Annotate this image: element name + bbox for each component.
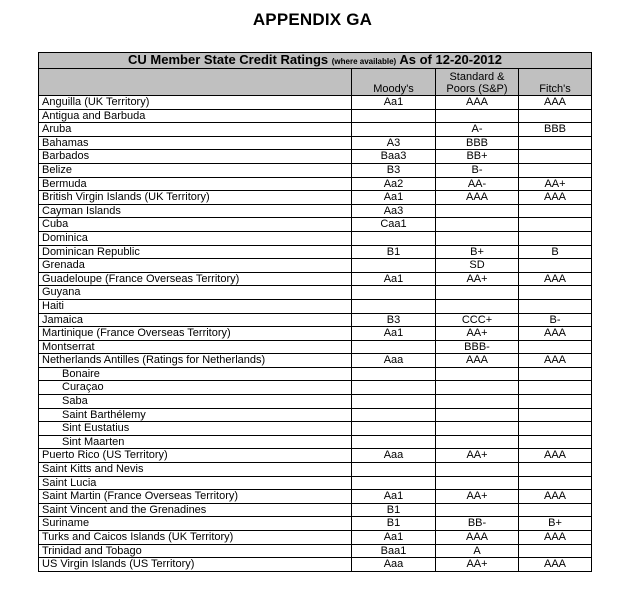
page-title: APPENDIX GA xyxy=(252,10,373,29)
table-row xyxy=(39,313,592,327)
country-cell: Cayman Islands xyxy=(39,204,352,218)
moodys-rating-cell xyxy=(352,381,436,395)
sp-rating-cell: AAA xyxy=(436,96,519,110)
table-row xyxy=(39,558,592,572)
country-cell: Saint Kitts and Nevis xyxy=(39,463,352,477)
fitch-rating-cell: AAA xyxy=(519,327,592,341)
fitch-rating-cell: AAA xyxy=(519,490,592,504)
table-row xyxy=(39,245,592,259)
moodys-rating-cell: Aaa xyxy=(352,558,436,572)
moodys-rating-cell xyxy=(352,109,436,123)
sp-rating-cell: AAA xyxy=(436,354,519,368)
fitch-rating-cell xyxy=(519,136,592,150)
fitch-rating-cell xyxy=(519,204,592,218)
fitch-rating-cell xyxy=(519,463,592,477)
country-cell: US Virgin Islands (US Territory) xyxy=(39,558,352,572)
country-cell: Saba xyxy=(39,395,352,409)
sp-rating-cell xyxy=(436,435,519,449)
table-row xyxy=(39,286,592,300)
header-moodys: Moody's xyxy=(352,69,436,96)
country-cell: Suriname xyxy=(39,517,352,531)
country-cell: Anguilla (UK Territory) xyxy=(39,96,352,110)
fitch-rating-cell xyxy=(519,408,592,422)
country-cell: Sint Maarten xyxy=(39,435,352,449)
sp-rating-cell xyxy=(436,381,519,395)
table-caption-row xyxy=(39,53,592,69)
sp-rating-cell: BB+ xyxy=(436,150,519,164)
sp-rating-cell: B+ xyxy=(436,245,519,259)
sp-rating-cell: AAA xyxy=(436,531,519,545)
table-row xyxy=(39,123,592,137)
sp-rating-cell: AA+ xyxy=(436,490,519,504)
fitch-rating-cell xyxy=(519,286,592,300)
fitch-rating-cell: B xyxy=(519,245,592,259)
fitch-rating-cell xyxy=(519,218,592,232)
table-row xyxy=(39,354,592,368)
country-cell: Curaçao xyxy=(39,381,352,395)
credit-ratings-table xyxy=(38,52,592,572)
sp-rating-cell xyxy=(436,422,519,436)
fitch-rating-cell: B+ xyxy=(519,517,592,531)
moodys-rating-cell xyxy=(352,408,436,422)
sp-rating-cell xyxy=(436,367,519,381)
table-row xyxy=(39,503,592,517)
fitch-rating-cell: B- xyxy=(519,313,592,327)
country-cell: Saint Barthélemy xyxy=(39,408,352,422)
sp-rating-cell: AA- xyxy=(436,177,519,191)
header-fitch: Fitch's xyxy=(519,69,592,96)
sp-rating-cell: AA+ xyxy=(436,449,519,463)
header-sp-line1: Standard & xyxy=(449,71,505,83)
moodys-rating-cell: A3 xyxy=(352,136,436,150)
country-cell: Guyana xyxy=(39,286,352,300)
country-cell: Bonaire xyxy=(39,367,352,381)
moodys-rating-cell xyxy=(352,299,436,313)
table-row xyxy=(39,435,592,449)
header-sp-line2: Poors (S&P) xyxy=(446,83,508,95)
country-cell: Bahamas xyxy=(39,136,352,150)
moodys-rating-cell: Aa1 xyxy=(352,531,436,545)
moodys-rating-cell: B1 xyxy=(352,245,436,259)
fitch-rating-cell xyxy=(519,299,592,313)
table-row xyxy=(39,408,592,422)
fitch-rating-cell xyxy=(519,395,592,409)
sp-rating-cell xyxy=(436,218,519,232)
moodys-rating-cell: Baa1 xyxy=(352,544,436,558)
table-row xyxy=(39,272,592,286)
sp-rating-cell: A xyxy=(436,544,519,558)
country-cell: Aruba xyxy=(39,123,352,137)
country-cell: Saint Martin (France Overseas Territory) xyxy=(39,490,352,504)
table-row xyxy=(39,449,592,463)
table-row xyxy=(39,218,592,232)
country-cell: British Virgin Islands (UK Territory) xyxy=(39,191,352,205)
fitch-rating-cell: AAA xyxy=(519,531,592,545)
sp-rating-cell: SD xyxy=(436,259,519,273)
country-cell: Dominica xyxy=(39,231,352,245)
fitch-rating-cell: AAA xyxy=(519,272,592,286)
sp-rating-cell xyxy=(436,299,519,313)
table-row xyxy=(39,163,592,177)
moodys-rating-cell: B3 xyxy=(352,163,436,177)
table-caption xyxy=(39,53,592,69)
header-sp xyxy=(436,69,519,96)
country-cell: Saint Lucia xyxy=(39,476,352,490)
header-country xyxy=(39,69,352,96)
fitch-rating-cell xyxy=(519,503,592,517)
fitch-rating-cell xyxy=(519,381,592,395)
moodys-rating-cell: B3 xyxy=(352,313,436,327)
moodys-rating-cell: Aa1 xyxy=(352,490,436,504)
country-cell: Haiti xyxy=(39,299,352,313)
moodys-rating-cell xyxy=(352,476,436,490)
table-row xyxy=(39,463,592,477)
table-row xyxy=(39,531,592,545)
sp-rating-cell xyxy=(436,286,519,300)
table-row xyxy=(39,204,592,218)
fitch-rating-cell xyxy=(519,544,592,558)
sp-rating-cell xyxy=(436,503,519,517)
moodys-rating-cell xyxy=(352,286,436,300)
sp-rating-cell xyxy=(436,408,519,422)
table-row xyxy=(39,490,592,504)
moodys-rating-cell: Aa3 xyxy=(352,204,436,218)
fitch-rating-cell: BBB xyxy=(519,123,592,137)
country-cell: Netherlands Antilles (Ratings for Netherlands) xyxy=(39,354,352,368)
sp-rating-cell: B- xyxy=(436,163,519,177)
moodys-rating-cell: Aa1 xyxy=(352,327,436,341)
table-row xyxy=(39,367,592,381)
sp-rating-cell: AA+ xyxy=(436,272,519,286)
moodys-rating-cell: Caa1 xyxy=(352,218,436,232)
country-cell: Trinidad and Tobago xyxy=(39,544,352,558)
moodys-rating-cell xyxy=(352,259,436,273)
country-cell: Barbados xyxy=(39,150,352,164)
sp-rating-cell xyxy=(436,204,519,218)
fitch-rating-cell: AAA xyxy=(519,191,592,205)
sp-rating-cell: AA+ xyxy=(436,558,519,572)
table-row xyxy=(39,231,592,245)
sp-rating-cell: BBB- xyxy=(436,340,519,354)
country-cell: Montserrat xyxy=(39,340,352,354)
moodys-rating-cell xyxy=(352,340,436,354)
sp-rating-cell xyxy=(436,231,519,245)
table-row xyxy=(39,109,592,123)
moodys-rating-cell xyxy=(352,463,436,477)
moodys-rating-cell: Aaa xyxy=(352,354,436,368)
country-cell: Belize xyxy=(39,163,352,177)
fitch-rating-cell xyxy=(519,150,592,164)
moodys-rating-cell: B1 xyxy=(352,517,436,531)
table-row xyxy=(39,422,592,436)
country-cell: Puerto Rico (US Territory) xyxy=(39,449,352,463)
fitch-rating-cell xyxy=(519,340,592,354)
moodys-rating-cell xyxy=(352,395,436,409)
table-row xyxy=(39,299,592,313)
sp-rating-cell: BB- xyxy=(436,517,519,531)
country-cell: Dominican Republic xyxy=(39,245,352,259)
fitch-rating-cell xyxy=(519,476,592,490)
table-row xyxy=(39,544,592,558)
table-row xyxy=(39,150,592,164)
table-row xyxy=(39,177,592,191)
country-cell: Grenada xyxy=(39,259,352,273)
moodys-rating-cell: Aa1 xyxy=(352,272,436,286)
country-cell: Martinique (France Overseas Territory) xyxy=(39,327,352,341)
moodys-rating-cell xyxy=(352,422,436,436)
table-row xyxy=(39,191,592,205)
table-row xyxy=(39,259,592,273)
fitch-rating-cell: AAA xyxy=(519,354,592,368)
fitch-rating-cell xyxy=(519,422,592,436)
sp-rating-cell: AA+ xyxy=(436,327,519,341)
moodys-rating-cell: Aa1 xyxy=(352,96,436,110)
table-row xyxy=(39,476,592,490)
fitch-rating-cell: AAA xyxy=(519,96,592,110)
moodys-rating-cell: Aa2 xyxy=(352,177,436,191)
caption-note: (where available) xyxy=(331,57,397,66)
country-cell: Jamaica xyxy=(39,313,352,327)
country-cell: Turks and Caicos Islands (UK Territory) xyxy=(39,531,352,545)
sp-rating-cell xyxy=(436,476,519,490)
table-row xyxy=(39,327,592,341)
fitch-rating-cell xyxy=(519,163,592,177)
sp-rating-cell xyxy=(436,463,519,477)
table-header-row xyxy=(39,69,592,96)
moodys-rating-cell: Aaa xyxy=(352,449,436,463)
moodys-rating-cell: Aa1 xyxy=(352,191,436,205)
fitch-rating-cell xyxy=(519,367,592,381)
moodys-rating-cell: B1 xyxy=(352,503,436,517)
fitch-rating-cell xyxy=(519,259,592,273)
fitch-rating-cell: AAA xyxy=(519,449,592,463)
moodys-rating-cell xyxy=(352,367,436,381)
table-row xyxy=(39,517,592,531)
sp-rating-cell: A- xyxy=(436,123,519,137)
table-row xyxy=(39,340,592,354)
fitch-rating-cell xyxy=(519,109,592,123)
sp-rating-cell: AAA xyxy=(436,191,519,205)
country-cell: Cuba xyxy=(39,218,352,232)
table-row xyxy=(39,381,592,395)
sp-rating-cell xyxy=(436,395,519,409)
moodys-rating-cell xyxy=(352,123,436,137)
country-cell: Antigua and Barbuda xyxy=(39,109,352,123)
table-row xyxy=(39,395,592,409)
sp-rating-cell: CCC+ xyxy=(436,313,519,327)
fitch-rating-cell xyxy=(519,231,592,245)
fitch-rating-cell xyxy=(519,435,592,449)
moodys-rating-cell xyxy=(352,231,436,245)
sp-rating-cell: BBB xyxy=(436,136,519,150)
country-cell: Saint Vincent and the Grenadines xyxy=(39,503,352,517)
caption-main: CU Member State Credit Ratings xyxy=(128,52,329,67)
caption-date: As of 12-20-2012 xyxy=(399,52,502,67)
sp-rating-cell xyxy=(436,109,519,123)
table-row xyxy=(39,136,592,150)
country-cell: Guadeloupe (France Overseas Territory) xyxy=(39,272,352,286)
moodys-rating-cell xyxy=(352,435,436,449)
moodys-rating-cell: Baa3 xyxy=(352,150,436,164)
fitch-rating-cell: AA+ xyxy=(519,177,592,191)
country-cell: Bermuda xyxy=(39,177,352,191)
fitch-rating-cell: AAA xyxy=(519,558,592,572)
country-cell: Sint Eustatius xyxy=(39,422,352,436)
table-row xyxy=(39,96,592,110)
